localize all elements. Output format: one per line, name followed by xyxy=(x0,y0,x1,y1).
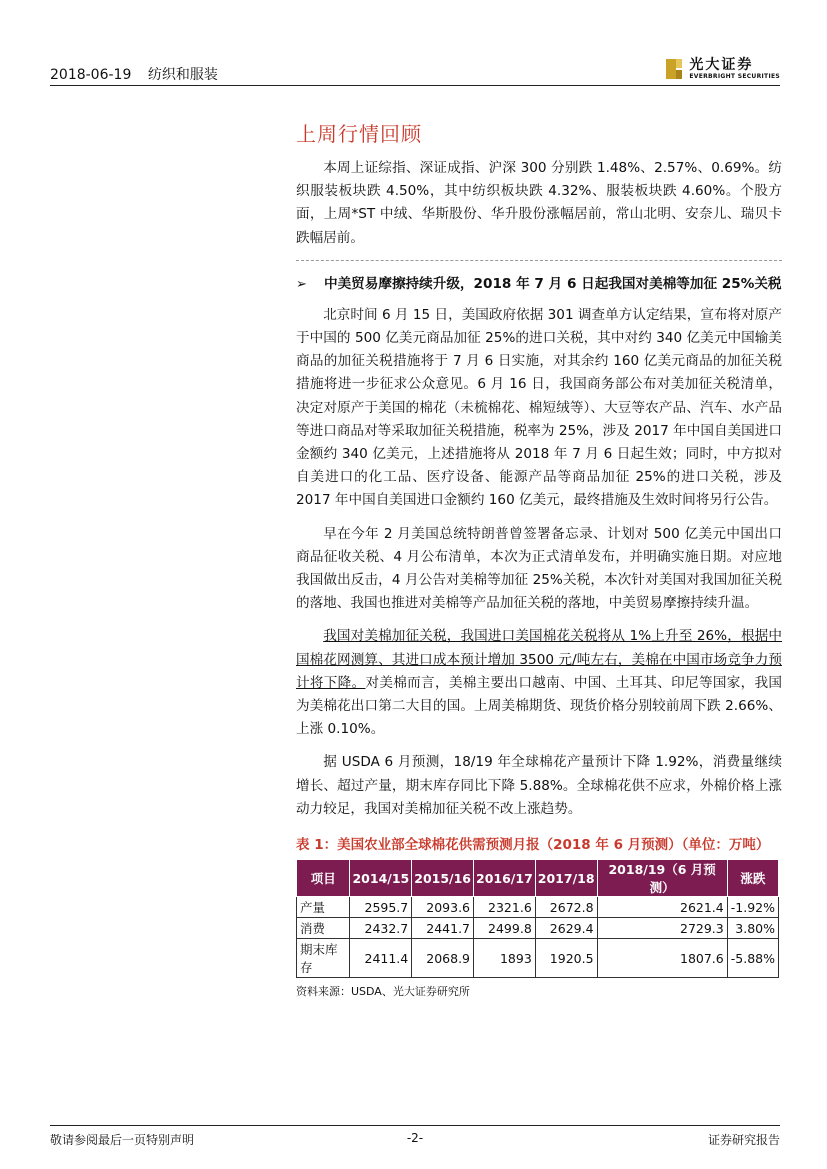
table-cell: 2321.6 xyxy=(474,897,536,918)
table-cell: 1807.6 xyxy=(597,939,727,978)
table-cell: 2411.4 xyxy=(350,939,412,978)
bullet-heading-text: 中美贸易摩擦持续升级，2018 年 7 月 6 日起我国对美棉等加征 25%关税 xyxy=(324,275,782,292)
table-header-cell: 2016/17 xyxy=(474,860,536,897)
table-cell: 2729.3 xyxy=(597,918,727,939)
table-cell: 2629.4 xyxy=(535,918,597,939)
table-cell: 产量 xyxy=(297,897,350,918)
table-cell: 2621.4 xyxy=(597,897,727,918)
paragraph-3-underlined: 我国对美棉加征关税，我国进口美国棉花关税将从 1%上升至 26%，根据中国棉花网测算、其进口成本预计增加 3500 元/吨左右，美棉在中国市场竞争力预计将下降。 xyxy=(296,628,782,691)
table-cell: 1893 xyxy=(474,939,536,978)
table-row xyxy=(297,939,779,978)
table-caption: 表 1：美国农业部全球棉花供需预测月报（2018 年 6 月预测）（单位：万吨） xyxy=(296,837,770,854)
table-cell: -1.92% xyxy=(727,897,778,918)
paragraph-1: 北京时间 6 月 15 日，美国政府依据 301 调查单方认定结果，宣布将对原产于中国的 500 亿美元商品加征 25%的进口关税，其中对约 340 亿美元中国输美商品的加征关税措施将于 7 月 6 日实施，对其余约 160 亿美元商品的加征关税措施将进一步征求公众意见。6 月 16 日，我国商务部公布对美加征关税清单，决定对原产于美国的棉花（未梳棉花、棉短绒等）、大豆等农产品、汽车、水产品等进口商品对等采取加征关税措施，税率为 25%，涉及 2017 年中国自美国进口金额约 340 亿美元，上述措施将从 2018 年 7 月 6 日起生效；同时，中方拟对自美进口的化工品、医疗设备、能源产品等商品加征 25%的进口关税，涉及 2017 年中国自美国进口金额约 160 亿美元，最终措施及生效时间将另行公告。 xyxy=(296,306,782,509)
table-row xyxy=(297,897,779,918)
table-header-cell: 项目 xyxy=(297,860,350,897)
table-row xyxy=(297,918,779,939)
logo-cn: 光大证券 xyxy=(689,57,754,73)
report-date: 2018-06-19 xyxy=(50,67,132,83)
bullet-arrow-icon: ➢ xyxy=(296,276,307,292)
paragraph-2: 早在今年 2 月美国总统特朗普曾签署备忘录、计划对 500 亿美元中国出口商品征收关税、4 月公布清单，本次为正式清单发布，并明确实施日期。对应地我国做出反击，4 月公告对美棉等加征 25%关税，本次针对美国对我国加征关税的落地、我国也推进对美棉等产品加征关税的落地，中美贸易摩擦持续升温。 xyxy=(296,525,782,612)
page-header xyxy=(50,58,780,84)
table-cell: 2672.8 xyxy=(535,897,597,918)
table-cell: 2068.9 xyxy=(412,939,474,978)
table-cell: 1920.5 xyxy=(535,939,597,978)
footer-disclaimer: 敬请参阅最后一页特别声明 xyxy=(50,1133,195,1147)
header-rule xyxy=(50,85,780,86)
section-title: 上周行情回顾 xyxy=(296,122,422,146)
table-cell: 3.80% xyxy=(727,918,778,939)
section-divider xyxy=(296,260,782,261)
everbright-logo-icon xyxy=(665,58,683,80)
table-cell: 2499.8 xyxy=(474,918,536,939)
table-cell: 2093.6 xyxy=(412,897,474,918)
report-sector: 纺织和服装 xyxy=(147,67,218,83)
paragraph-4: 据 USDA 6 月预测，18/19 年全球棉花产量预计下降 1.92%，消费量继续增长、超过产量，期末库存同比下降 5.88%。全球棉花供不应求，外棉价格上涨动力较足，我国对美棉加征关税不改上涨趋势。 xyxy=(296,754,782,817)
footer-rule xyxy=(50,1125,780,1126)
main-content xyxy=(296,118,782,999)
page-footer xyxy=(50,1131,780,1151)
table-cell: -5.88% xyxy=(727,939,778,978)
footer-report-type: 证券研究报告 xyxy=(707,1133,780,1147)
paragraph-3-rest: 对美棉而言，美棉主要出口越南、中国、土耳其、印尼等国家，我国为美棉花出口第二大目的国。上周美棉期货、现货价格分别较前周下跌 2.66%、上涨 0.10%。 xyxy=(296,674,783,738)
table-cell: 期末库存 xyxy=(297,939,350,978)
logo-text xyxy=(689,58,780,80)
table-header-cell: 涨跌 xyxy=(727,860,778,897)
brand-logo xyxy=(665,58,780,80)
table-header-cell: 2018/19（6 月预测） xyxy=(597,860,727,897)
table-header-cell: 2017/18 xyxy=(535,860,597,897)
table-cell: 2432.7 xyxy=(350,918,412,939)
intro-paragraph: 本周上证综指、深证成指、沪深 300 分别跌 1.48%、2.57%、0.69%。纺织服装板块跌 4.50%，其中纺织板块跌 4.32%、服装板块跌 4.60%。个股方面，上周*ST 中绒、华斯股份、华升股份涨幅居前，常山北明、安奈儿、瑞贝卡跌幅居前。 xyxy=(296,160,782,246)
table-header-cell: 2015/16 xyxy=(412,860,474,897)
table-cell: 2595.7 xyxy=(350,897,412,918)
page-number: -2- xyxy=(406,1131,424,1145)
table-cell: 2441.7 xyxy=(412,918,474,939)
paragraph-3 xyxy=(296,625,782,741)
bullet-heading xyxy=(296,273,782,296)
cotton-supply-table xyxy=(296,859,779,978)
table-header-row xyxy=(297,860,779,897)
table-source: 资料来源：USDA、光大证券研究所 xyxy=(296,985,470,999)
header-meta xyxy=(50,64,230,84)
table-header-cell: 2014/15 xyxy=(350,860,412,897)
table-cell: 消费 xyxy=(297,918,350,939)
logo-en: EVERBRIGHT SECURITIES xyxy=(689,73,780,80)
